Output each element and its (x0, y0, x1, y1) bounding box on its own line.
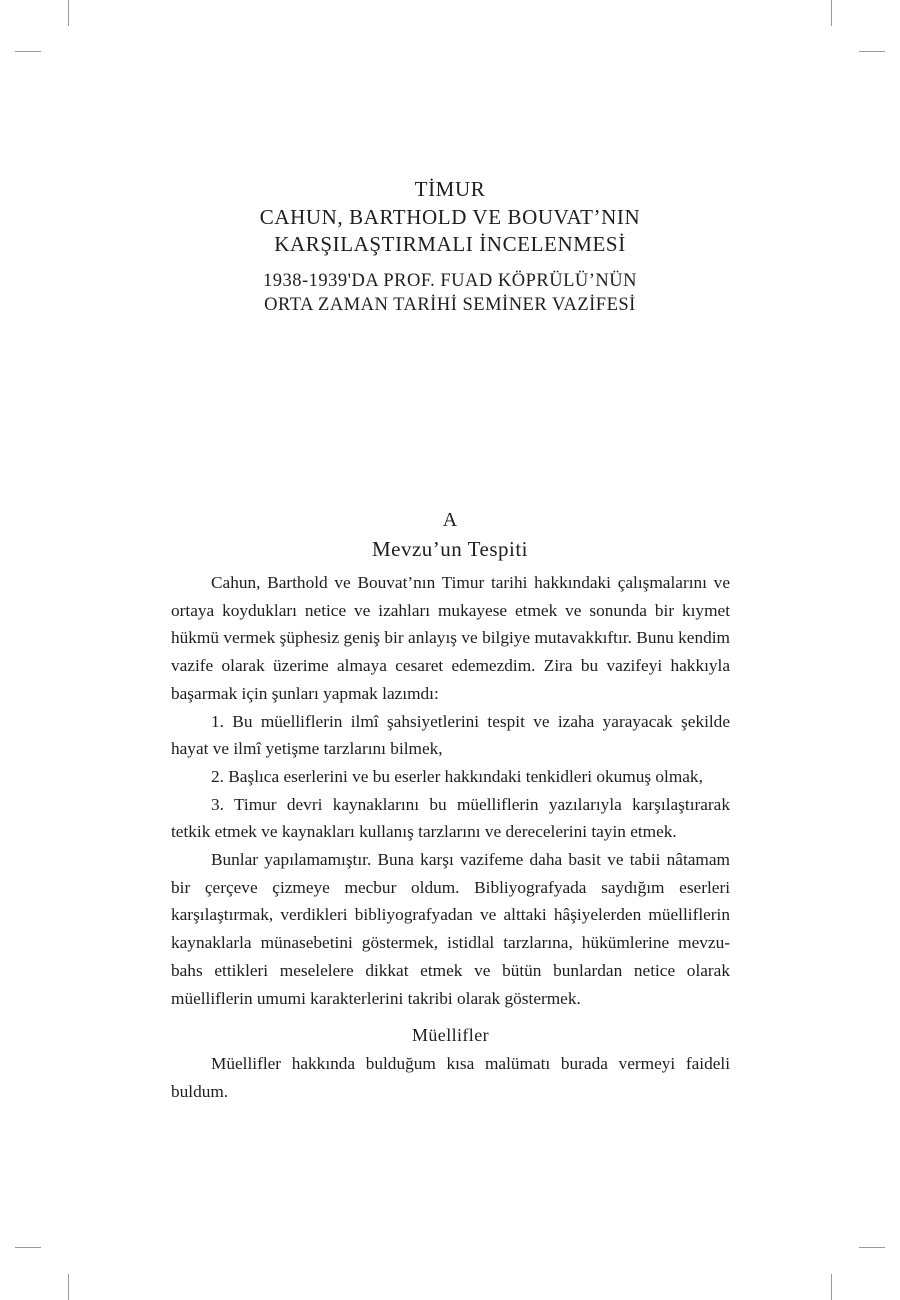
paragraph-intro: Cahun, Barthold ve Bouvat’nın Timur tarihi hakkındaki çalışmalarını ve ortaya koydukları netice ve izahları mukayese etmek ve sonunda bir kıymet hükmü vermek şüphesiz geniş bir anlayış ve bilgiye mutavakkıftır. Bunu kendim vazife olarak üzerime almaya cesaret edemezdim. Zira bu vazifeyi hakkıyla başarmak için şunları yapmak lazımdı: (171, 573, 730, 703)
crop-mark-top-left (68, 0, 69, 26)
chapter-title-line-3: KARŞILAŞTIRMALI İNCELENMESİ (274, 232, 626, 256)
crop-mark-right-bottom (859, 1247, 885, 1248)
chapter-subtitle-line-1: 1938-1939'DA PROF. FUAD KÖPRÜLÜ’NÜN (263, 270, 637, 291)
crop-mark-right-top (859, 51, 885, 52)
crop-mark-bottom-right (831, 1274, 832, 1300)
section-letter: A (442, 509, 458, 531)
chapter-title-line-1: TİMUR (414, 177, 486, 201)
chapter-title-line-2: CAHUN, BARTHOLD VE BOUVAT’NIN (259, 204, 641, 229)
crop-mark-bottom-left (68, 1274, 69, 1300)
paragraph-item-2: 2. Başlıca eserlerini ve bu eserler hakkındaki tenkidleri okumuş olmak, (211, 766, 703, 786)
section-title: Mevzu’un Tespiti (371, 537, 529, 561)
crop-mark-top-right (831, 0, 832, 26)
crop-mark-left-bottom (15, 1247, 41, 1248)
chapter-subtitle-line-2: ORTA ZAMAN TARİHİ SEMİNER VAZİFESİ (264, 294, 636, 315)
paragraph-item-1: 1. Bu müelliflerin ilmî şahsiyetlerini tespit ve izaha yarayacak şekilde hayat ve ilmî yetişme tarzlarını bilmek, (171, 711, 730, 759)
paragraph-method: Bunlar yapılamamıştır. Buna karşı vazifeme daha basit ve tabii nâtamam bir çerçeve çizmeye mecbur oldum. Bibliyografyada saydığım eserleri karşılaştırmak, verdikleri bibliyografyadan ve alttaki hâşiyelerden müelliflerin kaynaklarla münasebetini göstermek, istidlal tarzlarına, hükümlerine mevzu-bahs ettikleri meselelere dikkat etmek ve bütün bunlardan netice olarak müelliflerin umumi karakterlerini takribi olarak göstermek. (171, 850, 730, 1008)
paragraph-item-3: 3. Timur devri kaynaklarını bu müelliflerin yazılarıyla karşılaştırarak tetkik etmek ve kaynakları kullanış tarzlarını ve derecelerini tayin etmek. (171, 794, 730, 842)
crop-mark-left-top (15, 51, 41, 52)
chapter-title-block (0, 176, 900, 317)
body-text (171, 569, 730, 1105)
paragraph-authors: Müellifler hakkında bulduğum kısa malümatı burada vermeyi faideli buldum. (171, 1053, 730, 1101)
subsection-title: Müellifler (412, 1025, 489, 1046)
